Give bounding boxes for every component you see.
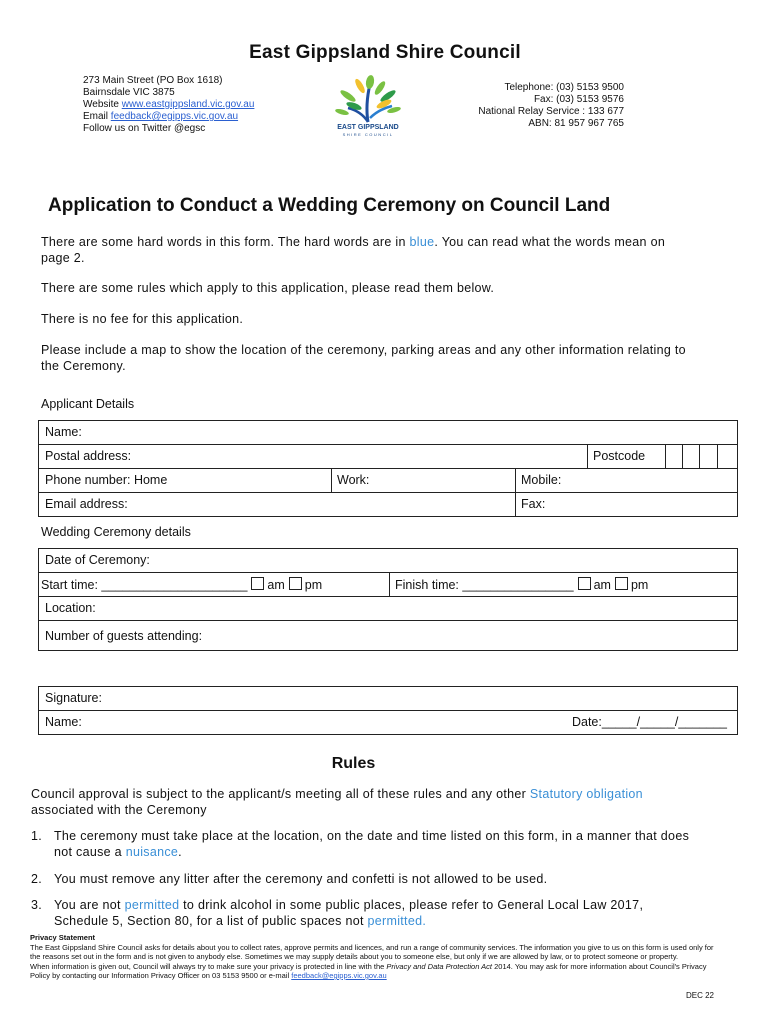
ceremony-date-label: Date of Ceremony:: [45, 553, 150, 567]
permitted-term: permitted: [124, 898, 180, 912]
phone-row: [39, 469, 737, 493]
rules-intro-end: associated with the Ceremony: [31, 803, 207, 817]
name-row[interactable]: [39, 421, 737, 445]
phone-home-field[interactable]: [39, 469, 331, 492]
rule-number: 3.: [31, 898, 43, 912]
location-label: Location:: [45, 601, 96, 615]
privacy-email-link[interactable]: feedback@egipps.vic.gov.au: [291, 971, 387, 980]
start-pm-label: pm: [304, 578, 323, 592]
rule-text: [54, 828, 691, 860]
email-address-label: Email address:: [45, 497, 128, 511]
finish-am-checkbox[interactable]: [578, 577, 591, 590]
intro-rules: There are some rules which apply to this application, please read them below.: [41, 281, 495, 295]
rule-text-b: to drink alcohol in some public places, please refer to General Local Law 2017, Schedule 5, Section 80, for a list of public spaces not: [54, 898, 644, 928]
start-am-checkbox[interactable]: [251, 577, 264, 590]
intro-map: Please include a map to show the location of the ceremony, parking areas and any other information relating to the Ceremony.: [41, 343, 686, 373]
rule-number: 2.: [31, 872, 43, 886]
website-line: [83, 99, 254, 111]
telephone: Telephone: (03) 5153 9500: [504, 82, 624, 93]
rules-intro-text: Council approval is subject to the applicant/s meeting all of these rules and any other: [31, 787, 530, 801]
email-label: Email: [83, 111, 111, 122]
abn: ABN: 81 957 967 765: [528, 118, 624, 129]
privacy-act-name: Privacy and Data Protection Act: [386, 961, 495, 971]
finish-time-label: Finish time: ________________: [395, 578, 574, 592]
logo-text-2: SHIRE COUNCIL: [342, 132, 394, 137]
postcode-label: Postcode: [593, 449, 646, 463]
rule-text: [54, 897, 691, 929]
rule-text-a: You are not: [54, 898, 125, 912]
privacy-text-2b: 2014. You may ask for more information about Council's Privacy Policy by contacting our Information Privacy Officer on 03 5153 9500 or e-mail: [30, 961, 707, 980]
rule-text-a: The ceremony must take place at the location, on the date and time listed on this form, in a manner that does not cause a: [54, 829, 690, 859]
mobile-field[interactable]: [515, 469, 737, 492]
rules-heading: Rules: [331, 755, 376, 772]
rule-item-2: [31, 871, 691, 887]
intro-fee: There is no fee for this application.: [41, 312, 244, 326]
mobile-label: Mobile:: [521, 473, 562, 487]
applicant-section-label: Applicant Details: [41, 397, 135, 411]
form-version: DEC 22: [685, 991, 714, 1000]
finish-time-field[interactable]: [389, 573, 737, 596]
phone-home-label: Phone number: Home: [45, 473, 168, 487]
fax-number: Fax: (03) 5153 9576: [533, 94, 624, 105]
start-pm-checkbox[interactable]: [289, 577, 302, 590]
rules-intro: [31, 786, 691, 818]
website-label: Website: [83, 99, 122, 110]
logo-text-1: EAST GIPPSLAND: [337, 124, 399, 131]
location-row[interactable]: [39, 597, 737, 621]
fax-label: Fax:: [521, 497, 546, 511]
rule-text-b: .: [178, 845, 182, 859]
address-line-2: Bairnsdale VIC 3875: [83, 87, 175, 98]
phone-work-label: Work:: [337, 473, 370, 487]
privacy-text-2a: When information is given out, Council will always try to make sure your privacy is protected in line with the: [30, 961, 387, 971]
ceremony-details-table: [38, 548, 738, 651]
email-link[interactable]: feedback@egipps.vic.gov.au: [110, 111, 239, 122]
date-row[interactable]: [39, 549, 737, 573]
postcode-digit-3[interactable]: [699, 445, 717, 468]
postcode-digit-1[interactable]: [665, 445, 682, 468]
guests-label: Number of guests attending:: [45, 629, 203, 643]
address-line-1: 273 Main Street (PO Box 1618): [83, 75, 223, 86]
postcode-digit-2[interactable]: [682, 445, 699, 468]
postcode-digit-4[interactable]: [717, 445, 737, 468]
intro-text: There are some hard words in this form. The hard words are in: [41, 235, 410, 249]
signature-table: [38, 686, 738, 735]
council-name: East Gippsland Shire Council: [249, 42, 521, 63]
signature-label: Signature:: [45, 691, 102, 705]
email-row: [39, 493, 737, 517]
signer-row[interactable]: [39, 711, 737, 735]
privacy-heading: Privacy Statement: [30, 933, 96, 942]
start-am-label: am: [267, 578, 285, 592]
email-line: [83, 111, 238, 123]
postal-address-field[interactable]: [39, 445, 587, 468]
rule-item-1: [31, 828, 691, 860]
applicant-details-table: [38, 420, 738, 517]
form-title: Application to Conduct a Wedding Ceremony on Council Land: [48, 195, 611, 216]
blue-word: blue: [409, 235, 435, 249]
email-field[interactable]: [39, 493, 515, 517]
intro-text-end: . You can read what the words mean on page 2.: [41, 235, 666, 265]
postal-address-label: Postal address:: [45, 449, 132, 463]
signature-row[interactable]: [39, 687, 737, 711]
permitted-term-2: permitted.: [367, 914, 427, 928]
intro-hard-words: [41, 234, 691, 266]
rule-text: You must remove any litter after the ceremony and confetti is not allowed to be used.: [54, 872, 548, 886]
privacy-text-1: The East Gippsland Shire Council asks for details about you to collect rates, approve permits and licences, and run a range of community services. The information you give to us on this form is used only for the reasons set out in the form and is not given to anybody else. Sometimes we may supply details about you to someone else, but only if we are allowed by law, or to protect someone or property.: [30, 942, 714, 961]
rule-item-3: [31, 897, 691, 929]
postal-row: [39, 445, 737, 469]
guests-row[interactable]: [39, 621, 737, 651]
national-relay: National Relay Service : 133 677: [478, 106, 624, 117]
start-time-field[interactable]: [39, 573, 389, 596]
finish-pm-checkbox[interactable]: [615, 577, 628, 590]
ceremony-section-label: Wedding Ceremony details: [41, 525, 191, 539]
time-row: [39, 573, 737, 597]
phone-work-field[interactable]: [331, 469, 515, 492]
nuisance-term: nuisance: [125, 845, 179, 859]
finish-am-label: am: [593, 578, 611, 592]
statutory-obligation-term: Statutory obligation: [529, 787, 643, 801]
signature-date-label: Date:_____/_____/_______: [571, 715, 727, 729]
privacy-statement: [30, 933, 720, 981]
applicant-name-label: Name:: [45, 425, 82, 439]
privacy-text-2: [30, 962, 720, 981]
finish-pm-label: pm: [630, 578, 649, 592]
twitter-line: Follow us on Twitter @egsc: [83, 123, 206, 134]
rule-number: 1.: [31, 829, 43, 843]
start-time-label: Start time: _____________________: [41, 578, 248, 592]
website-link[interactable]: www.eastgippsland.vic.gov.au: [121, 99, 255, 110]
signer-name-label: Name:: [45, 715, 82, 729]
fax-field[interactable]: [515, 493, 737, 517]
